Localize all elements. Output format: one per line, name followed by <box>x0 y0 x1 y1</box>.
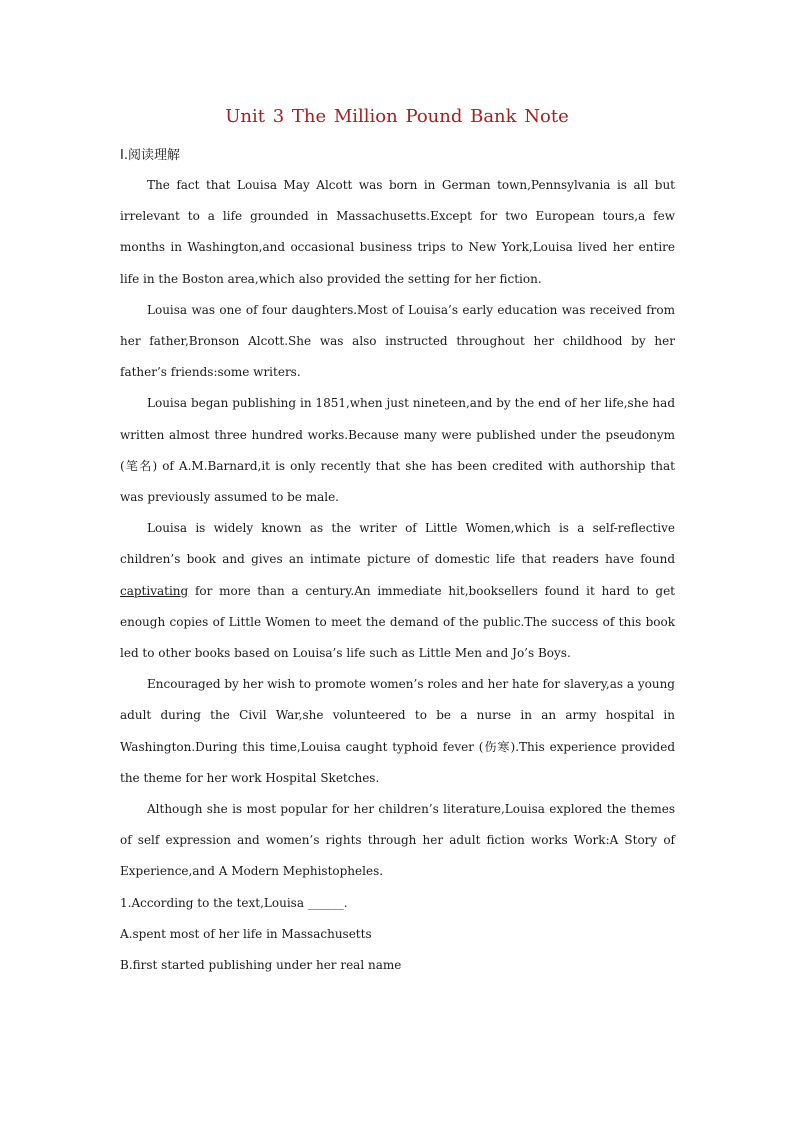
paragraph-3: Louisa began publishing in 1851,when just nineteen,and by the end of her life,she had written almost three hundred works.Because many were published under the pseudonym (笔名) of A.M.Barnard,it is only recently that she has been credited with authorship that was previously assumed to be male. <box>120 396 675 505</box>
question-1: 1.According to the text,Louisa ______. <box>120 895 348 910</box>
option-a: A.spent most of her life in Massachusetts <box>120 926 372 941</box>
paragraph-4-part-b: for more than a century.An immediate hit,booksellers found it hard to get enough copies of Little Women to meet the demand of the public.The success of this book led to other books based on Louisa’s life such as Little Men and Jo’s Boys. <box>120 583 675 661</box>
paragraph-5: Encouraged by her wish to promote women’s roles and her hate for slavery,as a young adult during the Civil War,she volunteered to be a nurse in an army hospital in Washington.During this time,Louisa caught typhoid fever (伤寒).This experience provided the theme for her work Hospital Sketches. <box>120 677 675 785</box>
paragraph-6: Although she is most popular for her children’s literature,Louisa explored the themes of self expression and women’s rights through her adult fiction works Work:A Story of Experience,and A Modern Mephistopheles. <box>120 802 675 879</box>
paragraph-2: Louisa was one of four daughters.Most of Louisa’s early education was received from her father,Bronson Alcott.She was also instructed throughout her childhood by her father’s friends:some writers. <box>120 302 675 380</box>
section-heading: Ⅰ.阅读理解 <box>120 148 180 163</box>
page-title: Unit 3 The Million Pound Bank Note <box>225 106 569 127</box>
passage-body <box>120 170 675 981</box>
underlined-word: captivating <box>120 583 189 598</box>
option-b: B.first started publishing under her real name <box>120 958 402 973</box>
paragraph-4-part-a: Louisa is widely known as the writer of Little Women,which is a self-reflective children’s book and gives an intimate picture of domestic life that readers have found <box>120 521 675 567</box>
paragraph-1: The fact that Louisa May Alcott was born in German town,Pennsylvania is all but irrelevant to a life grounded in Massachusetts.Except for two European tours,a few months in Washington,and occasional business trips to New York,Louisa lived her entire life in the Boston area,which also provided the setting for her fiction. <box>120 178 675 286</box>
paragraph-4 <box>120 513 675 669</box>
